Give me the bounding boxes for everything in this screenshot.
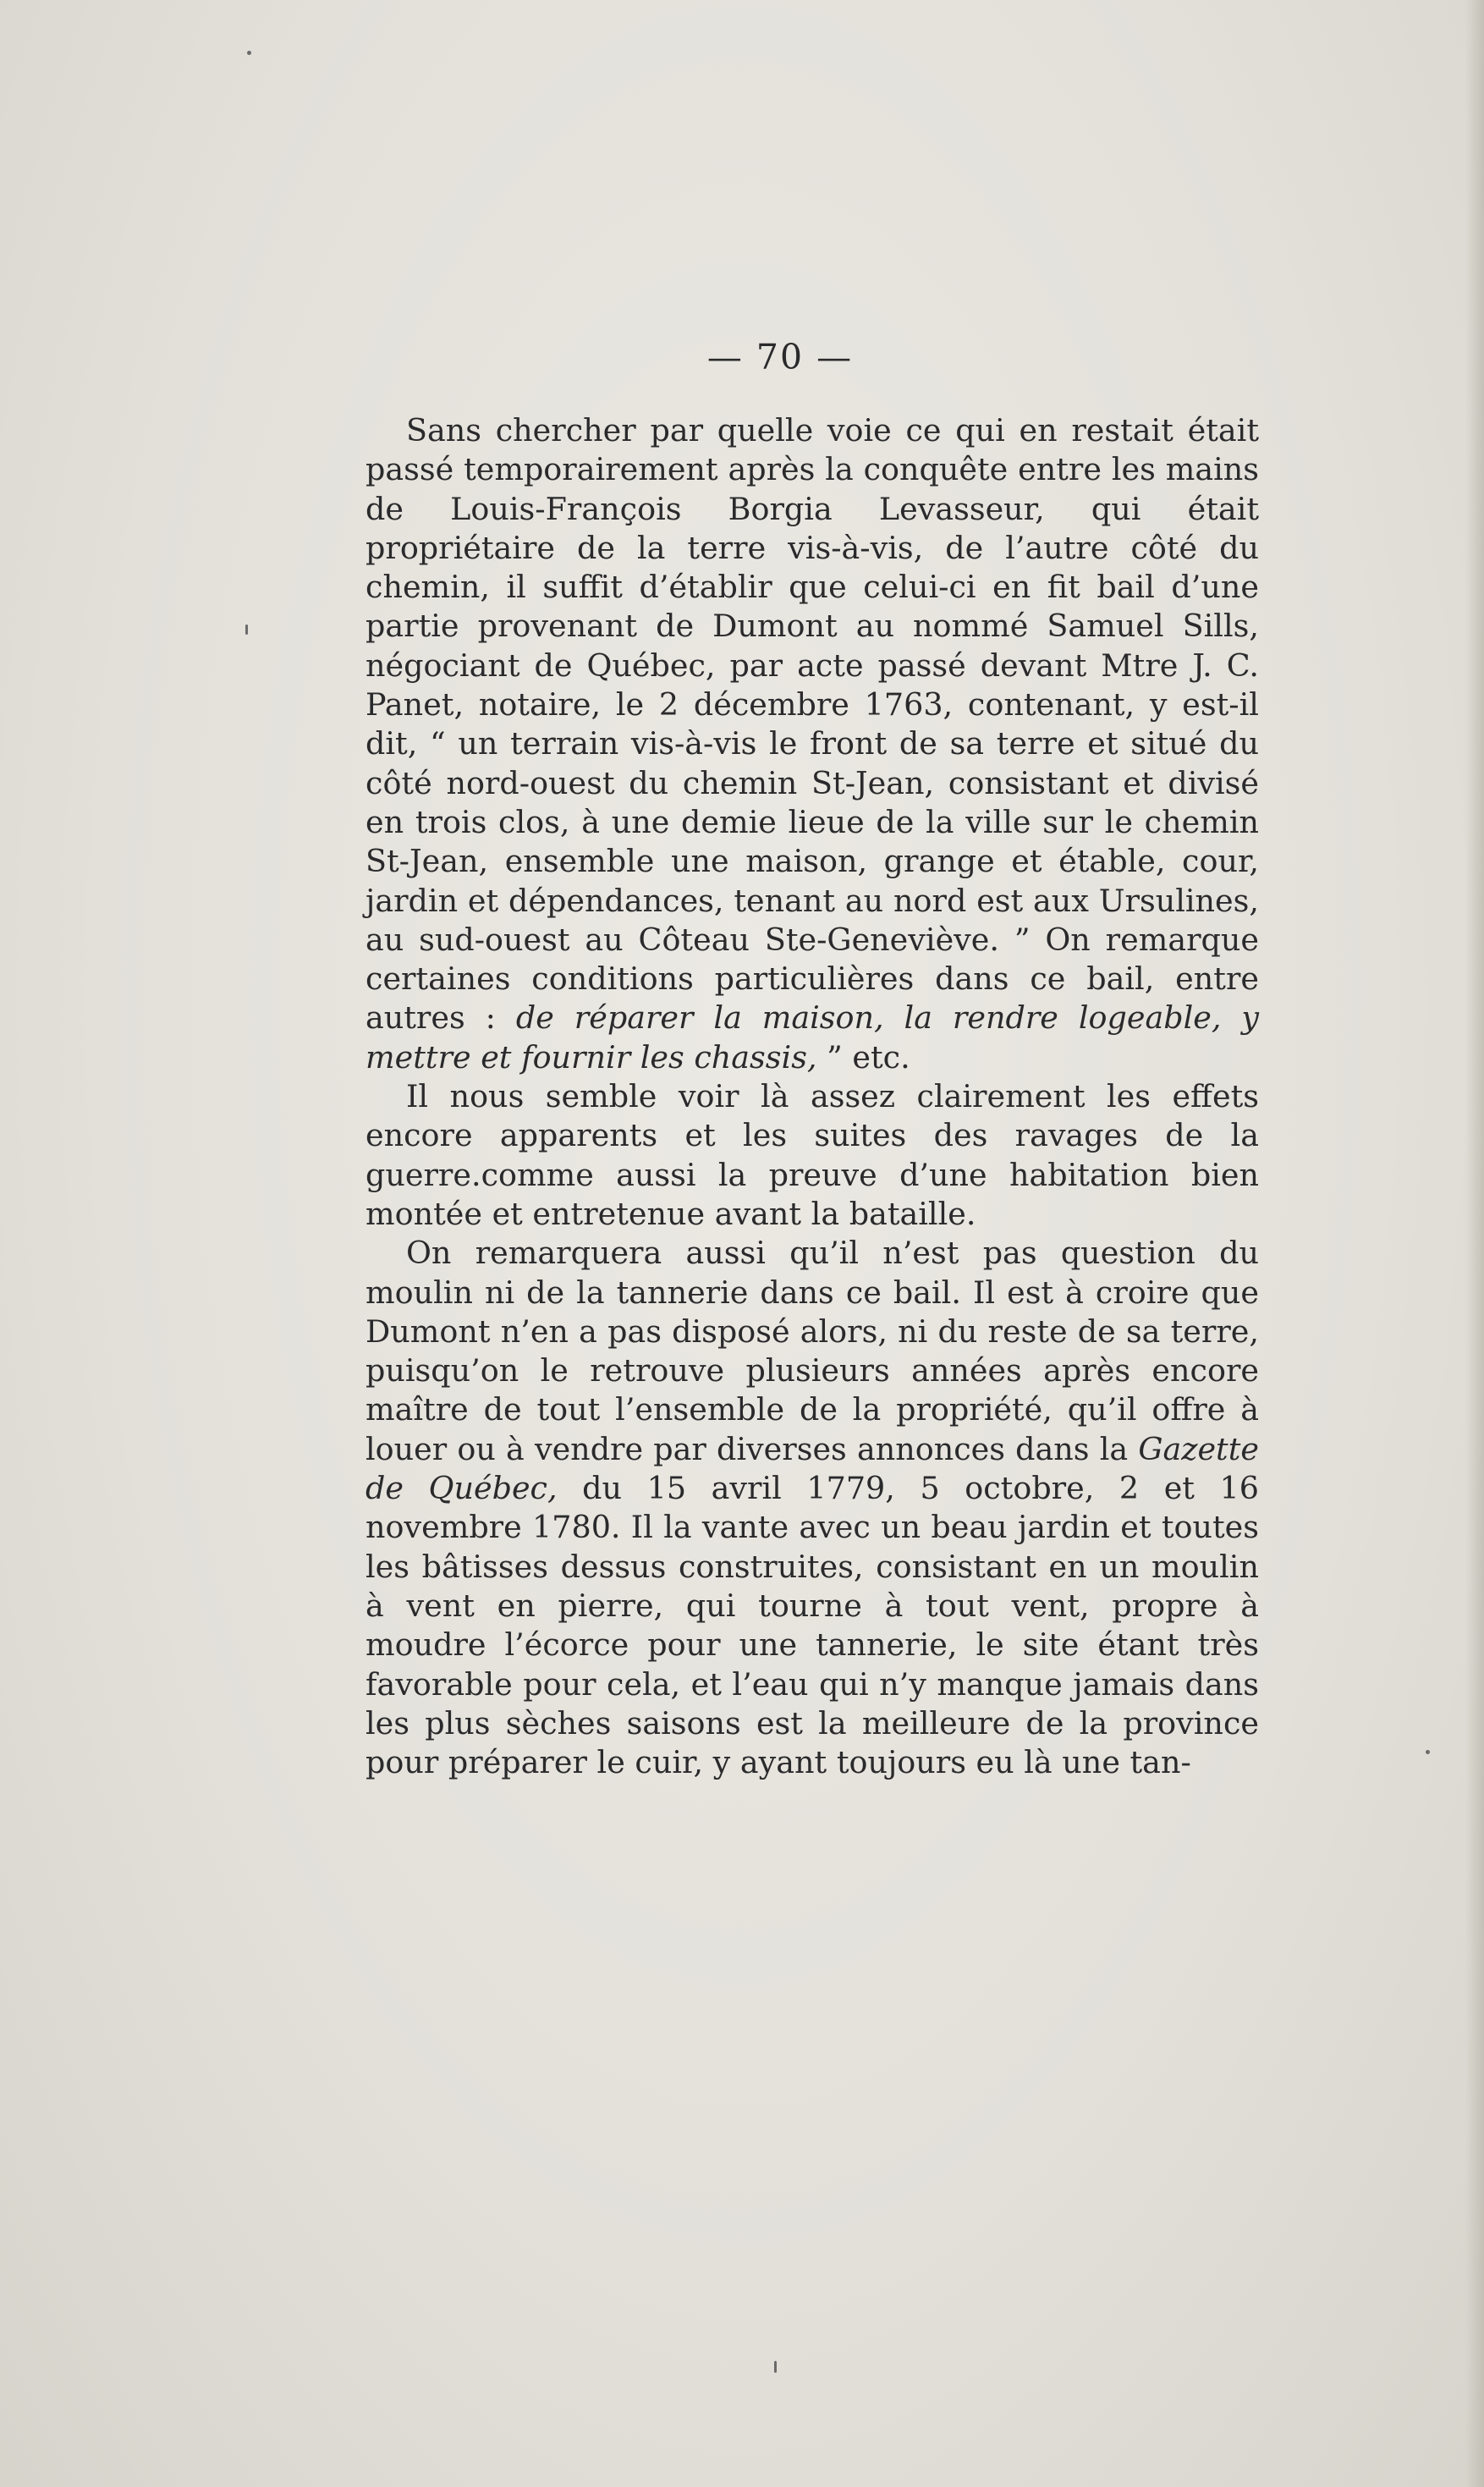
paragraph-3-italic-gazette: Gazette de Québec, bbox=[366, 1430, 1259, 1507]
paper-speck bbox=[1426, 1750, 1430, 1754]
paragraph-2 bbox=[366, 1077, 1259, 1234]
paragraph-3-text-b: du 15 avril 1779, 5 octobre, 2 et 16 novembre 1780. Il la vante avec un beau jardin et toutes les bâtisses dessus construites, consistant en un moulin à vent en pierre, qui tourne à tout vent, propre à moudre l’écorce pour une tannerie, le site étant très favorable pour cela, et l’eau qui n’y manque jamais dans les plus sèches saisons est la meilleure de la province pour préparer le cuir, y ayant toujours eu là une tan- bbox=[366, 1470, 1259, 1781]
paragraph-1-italic-quote: de réparer la maison, la rendre logeable, y mettre et fournir les chassis, bbox=[366, 999, 1260, 1076]
paragraph-1 bbox=[366, 411, 1259, 1077]
body-text bbox=[366, 411, 1259, 1782]
paper-speck bbox=[774, 2361, 777, 2373]
paragraph-3-text-a: On remarquera aussi qu’il n’est pas question du moulin ni de la tannerie dans ce bail. Il est à croire que Dumont n’en a pas disposé alors, ni du reste de sa terre, puisqu’on le retrouve plusieurs années après encore maître de tout l’ensemble de la propriété, qu’il offre à louer ou à vendre par diverses annonces dans la bbox=[366, 1235, 1259, 1467]
paragraph-1-text-a: Sans chercher par quelle voie ce qui en restait était passé temporairement après la conquête entre les mains de Louis-François Borgia Levasseur, qui était propriétaire de la terre vis-à-vis, de l’autre côté du chemin, il suffit d’établir que celui-ci en fit bail d’une partie provenant de Dumont au nommé Samuel Sills, négociant de Québec, par acte passé devant Mtre J. C. Panet, notaire, le 2 décembre 1763, contenant, y est-il dit, “ un terrain vis-à-vis le front de sa terre et situé du côté nord-ouest du chemin St-Jean, consistant et divisé en trois clos, à une demie lieue de la ville sur le chemin St-Jean, ensemble une maison, grange et étable, cour, jardin et dépendances, tenant au nord est aux Ursulines, au sud-ouest au Côteau Ste-Geneviève. ” On remarque certaines conditions particulières dans ce bail, entre autres : bbox=[366, 412, 1259, 1037]
paper-speck bbox=[245, 625, 248, 635]
paper-speck bbox=[247, 51, 251, 55]
page-number: — 70 — bbox=[706, 337, 854, 377]
paragraph-3 bbox=[366, 1234, 1259, 1782]
paragraph-2-text: Il nous semble voir là assez clairement les effets encore apparents et les suites des ravages de la guerre.comme aussi la preuve d’une habitation bien montée et entretenue avant la bataille. bbox=[366, 1078, 1259, 1232]
paragraph-1-text-b: ” etc. bbox=[816, 1038, 910, 1076]
